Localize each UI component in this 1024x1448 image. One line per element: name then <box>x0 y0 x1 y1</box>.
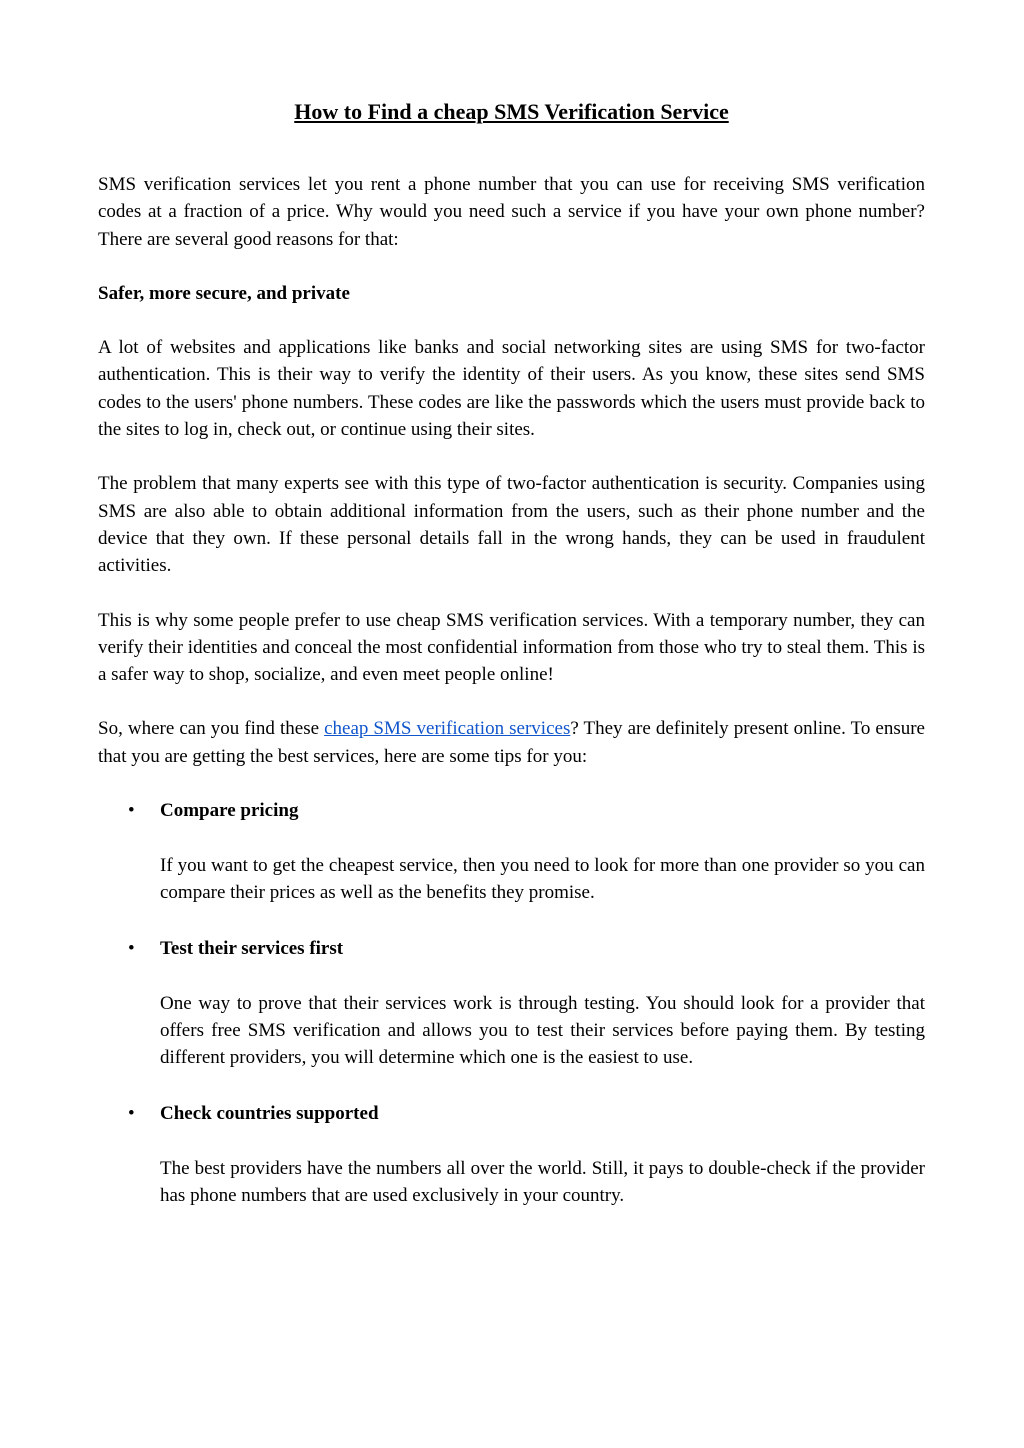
tip-title: Compare pricing <box>160 800 299 822</box>
tip-item <box>98 797 925 907</box>
document-body <box>98 171 925 1237</box>
tip-text: The best providers have the numbers all over the world. Still, it pays to double-check if the provider has phone numbers that are used exclusively in your country. <box>160 1157 925 1206</box>
document-title: How to Find a cheap SMS Verification Service <box>294 99 729 124</box>
tip-text: One way to prove that their services work is through testing. You should look for a provider that offers free SMS verification and allows you to test their services before paying them. By testing different providers, you will determine which one is the easiest to use. <box>160 992 925 1069</box>
where-text-before: So, where can you find these <box>98 718 325 740</box>
cheap-sms-link[interactable]: cheap SMS verification services <box>324 718 571 740</box>
paragraph-why-cheap-sms: This is why some people prefer to use cheap SMS verification services. With a temporary number, they can verify their identities and conceal the most confidential information from those who try to steal them. This is a safer way to shop, socialize, and even meet people online! <box>98 609 925 686</box>
paragraph-where-to-find <box>98 715 925 770</box>
bullet-icon: • <box>128 800 135 822</box>
tip-item <box>98 935 925 1072</box>
tip-text: If you want to get the cheapest service, then you need to look for more than one provider so you can compare their prices as well as the benefits they promise. <box>160 855 925 904</box>
paragraph-two-factor: A lot of websites and applications like banks and social networking sites are using SMS for two-factor authentication. This is their way to verify the identity of their users. As you know, these sites send SMS codes to the users' phone numbers. These codes are like the passwords which the users must provide back to the sites to log in, check out, or continue using their sites. <box>98 337 925 441</box>
where-text-after: ? They are definitely present online. To ensure that you are getting the best services, here are some tips for you: <box>98 718 925 767</box>
section-heading: Safer, more secure, and private <box>98 282 350 304</box>
tip-item <box>98 1100 925 1210</box>
paragraph-security-problem: The problem that many experts see with this type of two-factor authentication is security. Companies using SMS are also able to obtain additional information from the users, such as their phone number and the device that they own. If these personal details fall in the wrong hands, they can be used in fraudulent activities. <box>98 473 925 577</box>
bullet-icon: • <box>128 937 135 959</box>
tip-title: Test their services first <box>160 937 344 959</box>
tip-title: Check countries supported <box>160 1102 379 1124</box>
tips-list <box>98 797 925 1209</box>
intro-paragraph: SMS verification services let you rent a phone number that you can use for receiving SMS verification codes at a fraction of a price. Why would you need such a service if you have your own phone number? There are several good reasons for that: <box>98 174 925 250</box>
bullet-icon: • <box>128 1102 135 1124</box>
